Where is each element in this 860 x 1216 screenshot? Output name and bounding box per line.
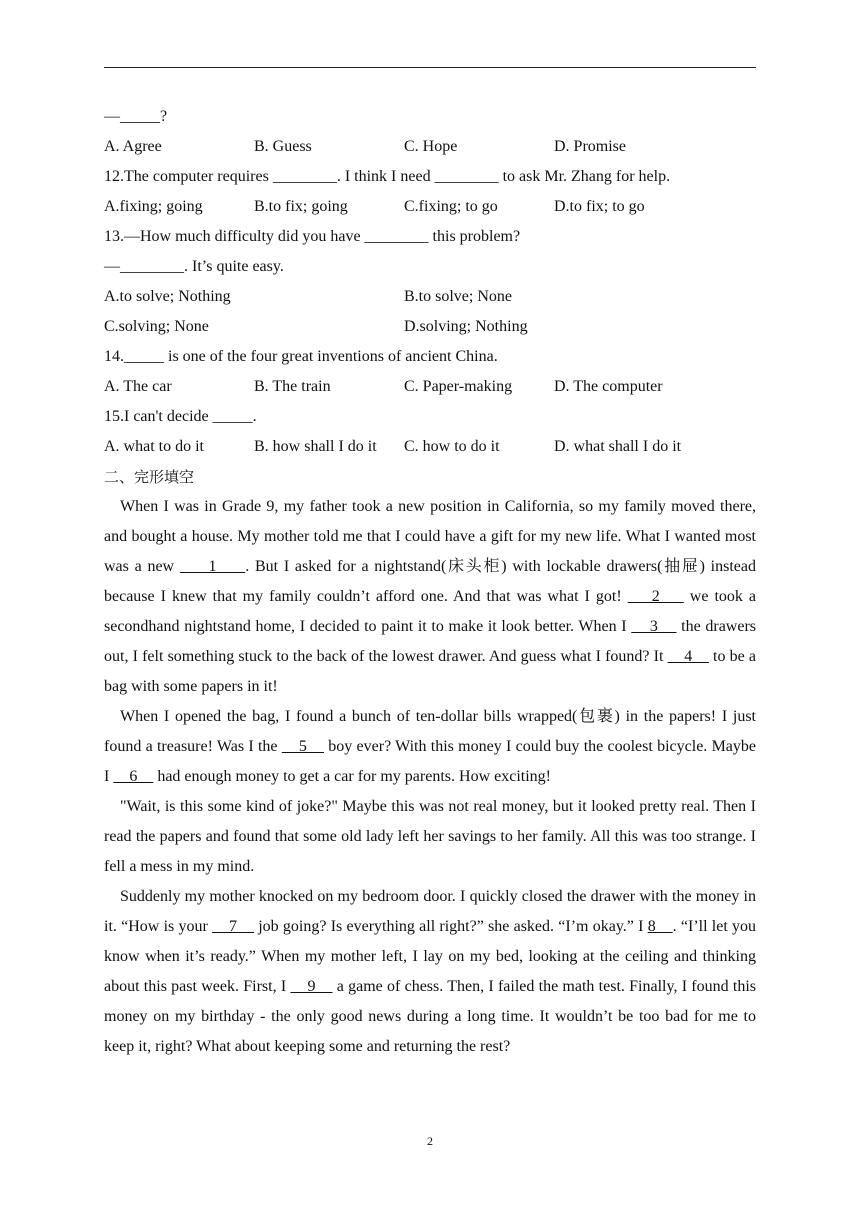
- passage-text: to be a bag with some papers in it!: [104, 648, 756, 695]
- option-c: C.solving; None: [104, 318, 209, 335]
- question-11-options: [104, 132, 756, 162]
- question-13-options-row2: [104, 312, 756, 342]
- option-c: C. Hope: [404, 138, 458, 155]
- option-c: C. how to do it: [404, 438, 500, 455]
- passage-text: When I opened the bag, I found a bunch of ten-dollar bills wrapped(包裹) in the papers! I just found a treasure! Was I the: [104, 708, 756, 755]
- option-a: A.fixing; going: [104, 198, 203, 215]
- passage-text: boy ever? With this money I could buy the coolest bicycle. Maybe I: [104, 738, 757, 785]
- option-c: C. Paper-making: [404, 378, 513, 395]
- question-15: 15.I can't decide _____.: [104, 408, 257, 425]
- question-11-tail: —_____?: [104, 108, 168, 125]
- option-d: D. The computer: [554, 378, 663, 395]
- page-number: 2: [427, 1134, 433, 1148]
- passage-paragraph-4: [104, 882, 756, 1062]
- question-15-options: [104, 432, 756, 462]
- option-b: B.to solve; None: [404, 288, 512, 305]
- passage-text: the drawers out, I felt something stuck to the back of the lowest drawer. And guess what I found? It: [104, 618, 757, 665]
- option-d: D. Promise: [554, 138, 626, 155]
- question-12-options: [104, 192, 756, 222]
- option-d: D. what shall I do it: [554, 438, 682, 455]
- header-rule: [104, 67, 756, 68]
- option-a: A. The car: [104, 378, 172, 395]
- option-a: A. what to do it: [104, 438, 204, 455]
- option-d: D.to fix; to go: [554, 198, 645, 215]
- blank-3: 3: [631, 618, 677, 635]
- passage-paragraph-2: [104, 702, 756, 792]
- option-b: B. The train: [254, 378, 331, 395]
- blank-6: 6: [113, 768, 154, 785]
- option-b: B. Guess: [254, 138, 312, 155]
- question-12: 12.The computer requires ________. I think I need ________ to ask Mr. Zhang for help.: [104, 168, 671, 185]
- passage-paragraph-3: "Wait, is this some kind of joke?" Maybe this was not real money, but it looked pretty real. Then I read the papers and found that some old lady left her savings to her family. All this was too strange. I fell a mess in my mind.: [104, 798, 756, 875]
- option-b: B. how shall I do it: [254, 438, 377, 455]
- passage-paragraph-1: [104, 492, 756, 702]
- blank-8: 8: [647, 918, 673, 935]
- question-13-reply: —________. It’s quite easy.: [104, 258, 284, 275]
- blank-2: 2: [627, 588, 684, 605]
- option-a: A.to solve; Nothing: [104, 288, 231, 305]
- passage-text: . “I’ll let you know when it’s ready.” When my mother left, I lay on my bed, looking at the ceiling and thinking about this past week. First, I: [104, 918, 757, 995]
- passage-text: . But I asked for a nightstand(床头柜) with lockable drawers(抽屉) instead because I knew that my family couldn’t afford one. And that was what I got!: [104, 558, 757, 605]
- passage-text: we took a secondhand nightstand home, I decided to paint it to make it look better. When I: [104, 588, 757, 635]
- passage-text: had enough money to get a car for my parents. How exciting!: [153, 768, 551, 785]
- passage-text: a game of chess. Then, I failed the math test. Finally, I found this money on my birthday - the only good news during a long time. It wouldn’t be too bad for me to keep it, right? What about keeping some and returning the rest?: [104, 978, 756, 1055]
- option-c: C.fixing; to go: [404, 198, 498, 215]
- blank-7: 7: [212, 918, 254, 935]
- passage-text: Suddenly my mother knocked on my bedroom door. I quickly closed the drawer with the money in it. “How is your: [104, 888, 756, 935]
- question-13: 13.—How much difficulty did you have ________ this problem?: [104, 228, 521, 245]
- blank-4: 4: [667, 648, 709, 665]
- blank-5: 5: [281, 738, 324, 755]
- question-14: 14._____ is one of the four great inventions of ancient China.: [104, 348, 498, 365]
- blank-1: 1: [179, 558, 246, 575]
- question-14-options: [104, 372, 756, 402]
- blank-9: 9: [290, 978, 333, 995]
- section-title: 二、完形填空: [104, 468, 195, 486]
- page-content: [104, 102, 756, 1062]
- question-13-options-row1: [104, 282, 756, 312]
- option-d: D.solving; Nothing: [404, 318, 528, 335]
- option-b: B.to fix; going: [254, 198, 348, 215]
- option-a: A. Agree: [104, 138, 162, 155]
- passage-text: job going? Is everything all right?” she asked. “I’m okay.” I: [253, 918, 648, 935]
- passage-text: When I was in Grade 9, my father took a new position in California, so my family moved there, and bought a house. My mother told me that I could have a gift for my new life. What I wanted most was a new: [104, 498, 756, 575]
